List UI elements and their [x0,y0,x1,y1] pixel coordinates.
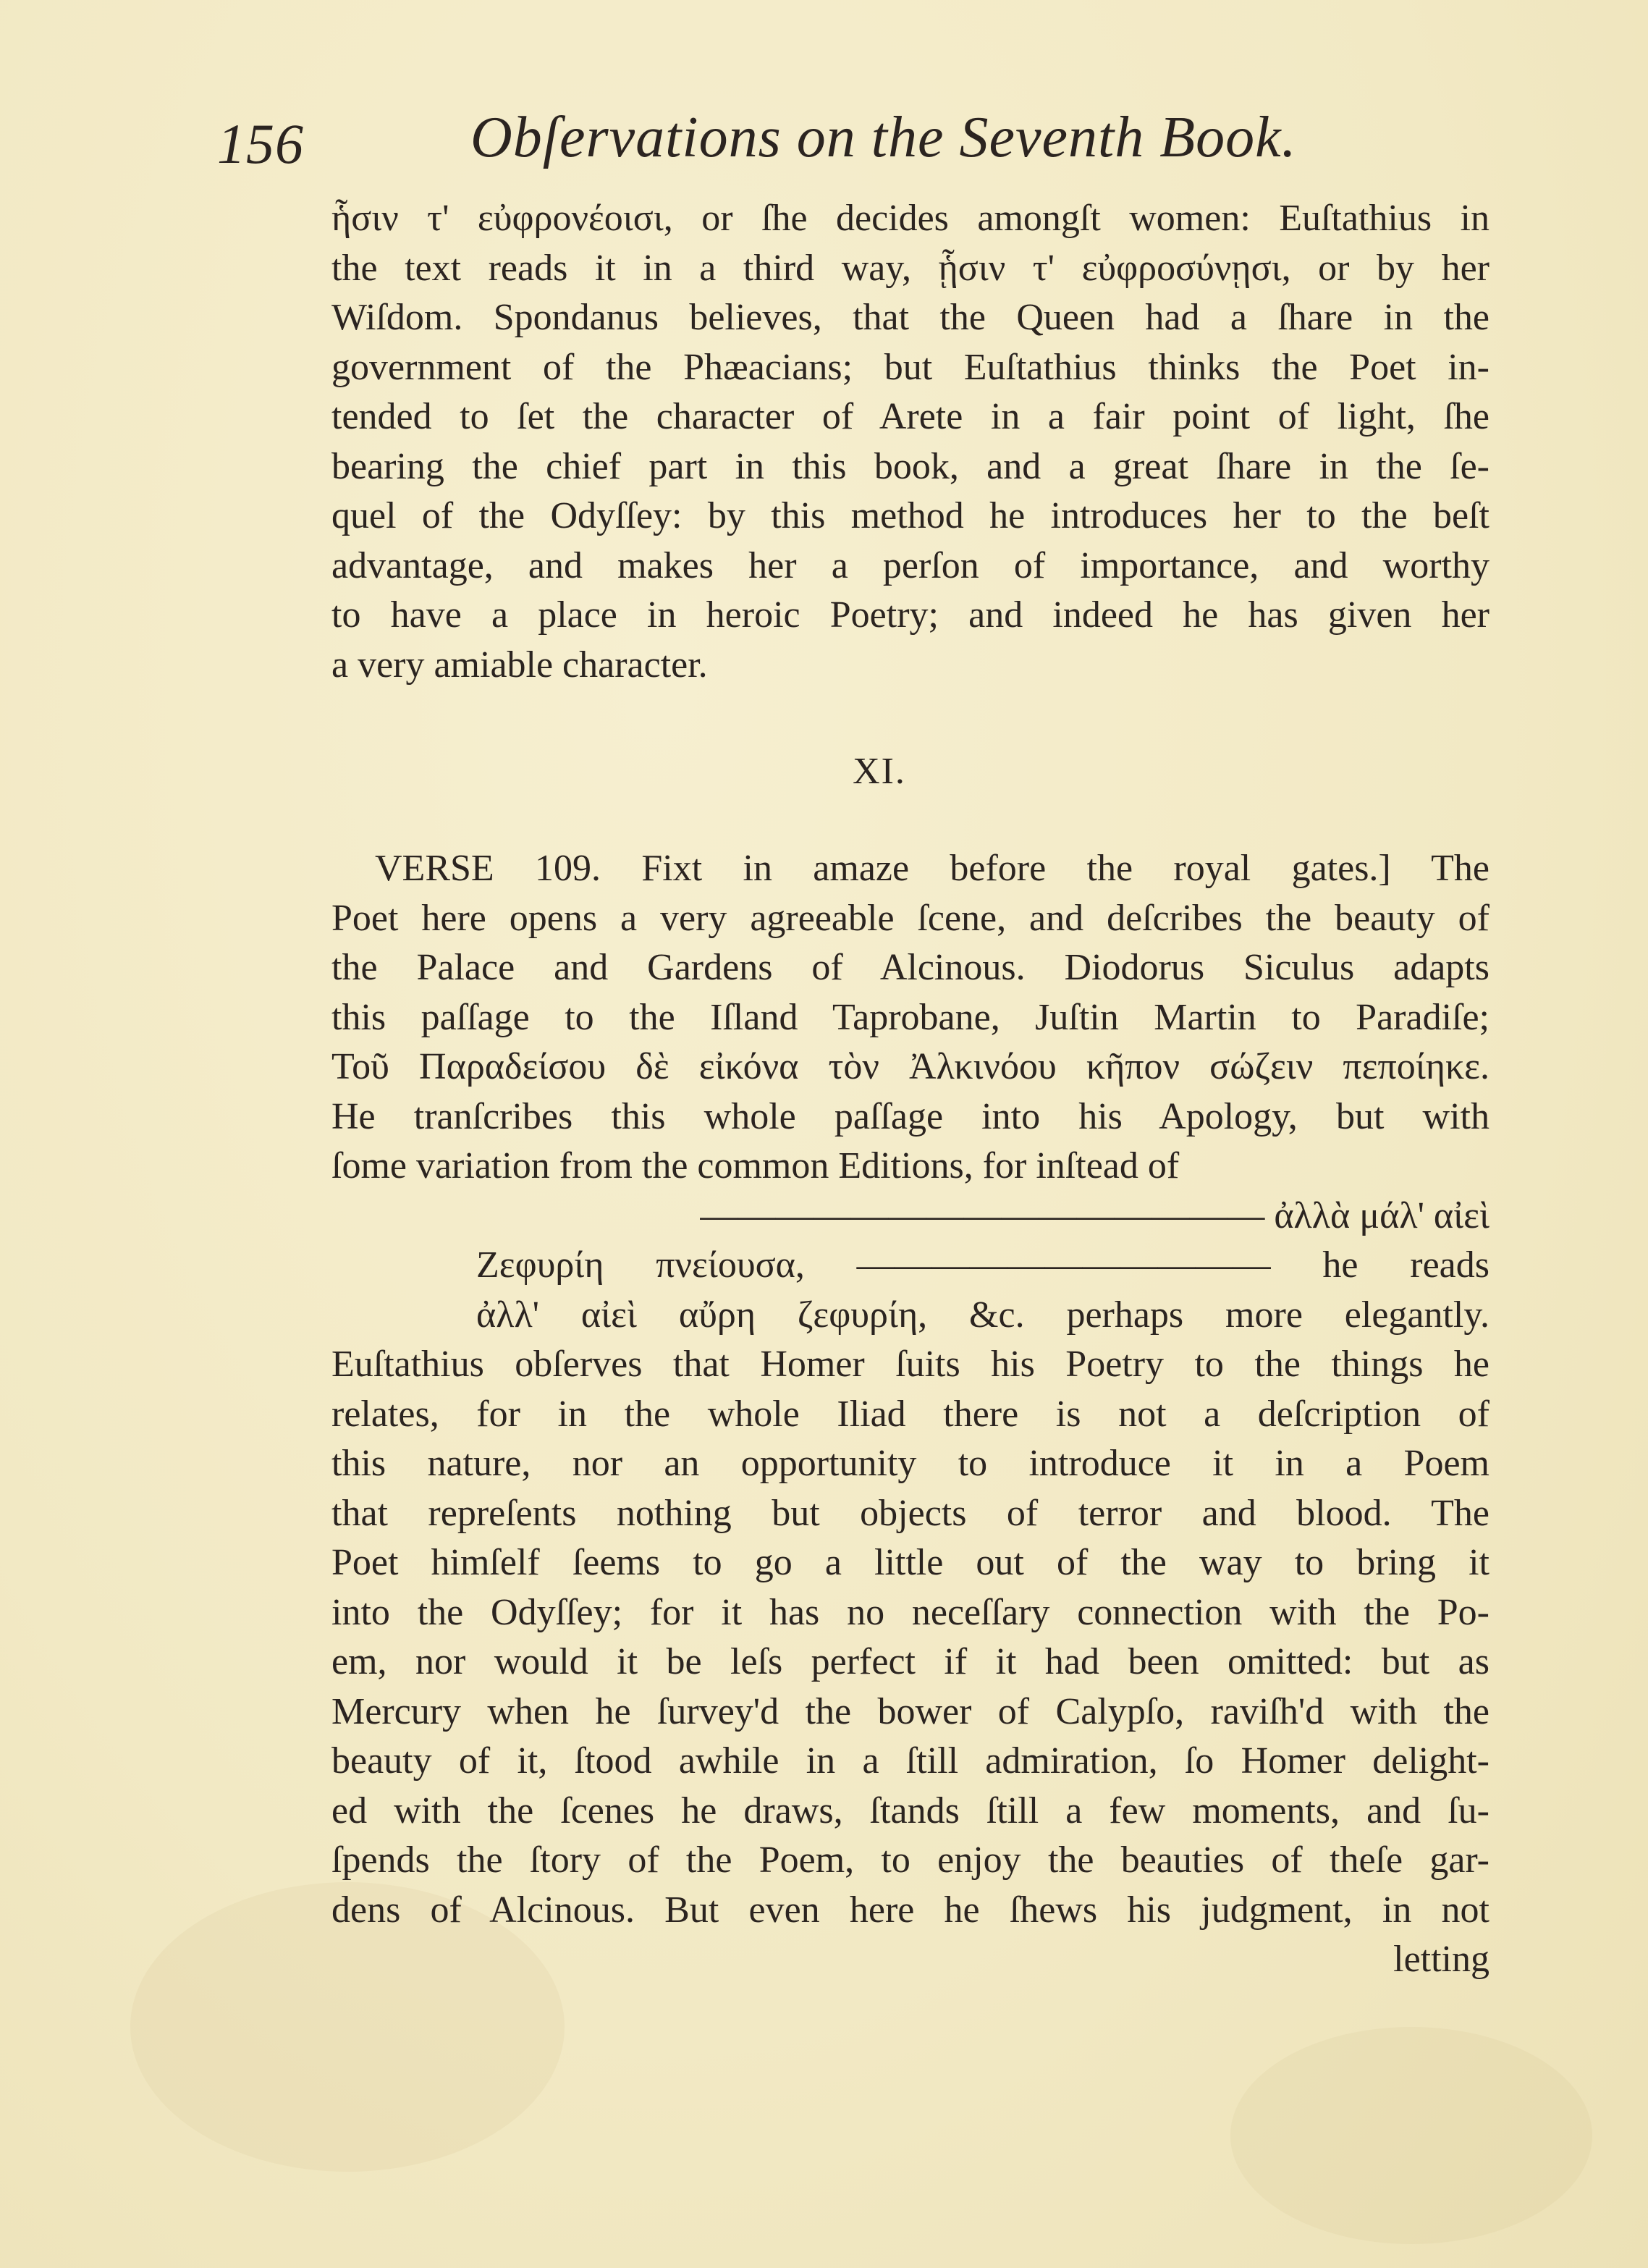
text-line: Mercury when he ſurvey'd the bower of Calypſo, raviſh'd with the [331,1690,1489,1732]
running-head: Obſervations on the Seventh Book. [470,106,1297,169]
text-line: Poet himſelf ſeems to go a little out of the way to bring it [331,1542,1489,1583]
quote-line: ἀλλ' αἰεὶ αὔρη ζεφυρίη, &c. perhaps more elegantly. [476,1294,1489,1336]
text-line: relates, for in the whole Iliad there is not a deſcription of [331,1393,1489,1435]
section-heading: XI. [853,751,906,792]
text-line: tended to ſet the character of Arete in a fair point of light, ſhe [331,396,1489,437]
text-line: a very amiable character. [331,644,708,686]
text-line: beauty of it, ſtood awhile in a ſtill admiration, ſo Homer delight- [331,1740,1489,1782]
text-line: this paſſage to the Iſland Taprobane, Juſtin Martin to Paradiſe; [331,996,1489,1038]
text-line: the Palace and Gardens of Alcinous. Diodorus Siculus adapts [331,947,1489,988]
text-line: em, nor would it be leſs perfect if it had been omitted: but as [331,1641,1489,1682]
catchword: letting [1393,1939,1489,1980]
text-line: He tranſcribes this whole paſſage into his Apology, but with [331,1095,1489,1137]
text-line: Wiſdom. Spondanus believes, that the Queen had a ſhare in the [331,297,1489,338]
text-line: government of the Phæacians; but Euſtathius thinks the Poet in- [331,346,1489,388]
text-line: bearing the chief part in this book, and a great ſhare in the ſe- [331,445,1489,487]
text-line: into the Odyſſey; for it has no neceſſary connection with the Po- [331,1591,1489,1633]
text-line: Poet here opens a very agreeable ſcene, and deſcribes the beauty of [331,897,1489,939]
paper-stain [1230,2027,1592,2244]
quote-line: ——————————————— ἀλλὰ μάλ' αἰεὶ [700,1194,1489,1236]
text-line: that repreſents nothing but objects of terror and blood. The [331,1492,1489,1534]
text-line: Τοῦ Παραδείσου δὲ εἰκόνα τὸν Ἀλκινόου κῆπον σώζειν πεποίηκε. [331,1046,1489,1087]
text-line: Euſtathius obſerves that Homer ſuits his Poetry to the things he [331,1344,1489,1385]
quote-line: Ζεφυρίη πνείουσα, ——————————— he reads [476,1244,1489,1286]
paragraph-2 [331,844,1489,1985]
page-header [217,101,1303,188]
text-line: the text reads it in a third way, ᾗσιν τ' εὐφροσύνῃσι, or by her [331,247,1489,289]
text-line: ſpends the ſtory of the Poem, to enjoy the beauties of theſe gar- [331,1839,1489,1881]
text-line: VERSE 109. Fixt in amaze before the royal gates.] The [375,848,1489,889]
text-line: advantage, and makes her a perſon of importance, and worthy [331,544,1489,586]
text-line: quel of the Odyſſey: by this method he introduces her to the beſt [331,495,1489,536]
text-line: this nature, nor an opportunity to introduce it in a Poem [331,1443,1489,1484]
text-line: to have a place in heroic Poetry; and indeed he has given her [331,594,1489,636]
page-number: 156 [217,112,304,175]
text-line: ed with the ſcenes he draws, ſtands ſtill a few moments, and ſu- [331,1789,1489,1831]
text-line: ἧσιν τ' εὐφρονέοισι, or ſhe decides amongſt women: Euſtathius in [331,198,1489,239]
text-line: ſome variation from the common Editions, for inſtead of [331,1145,1180,1186]
paragraph-1 [331,194,1489,690]
text-line: dens of Alcinous. But even here he ſhews his judgment, in not [331,1889,1489,1931]
